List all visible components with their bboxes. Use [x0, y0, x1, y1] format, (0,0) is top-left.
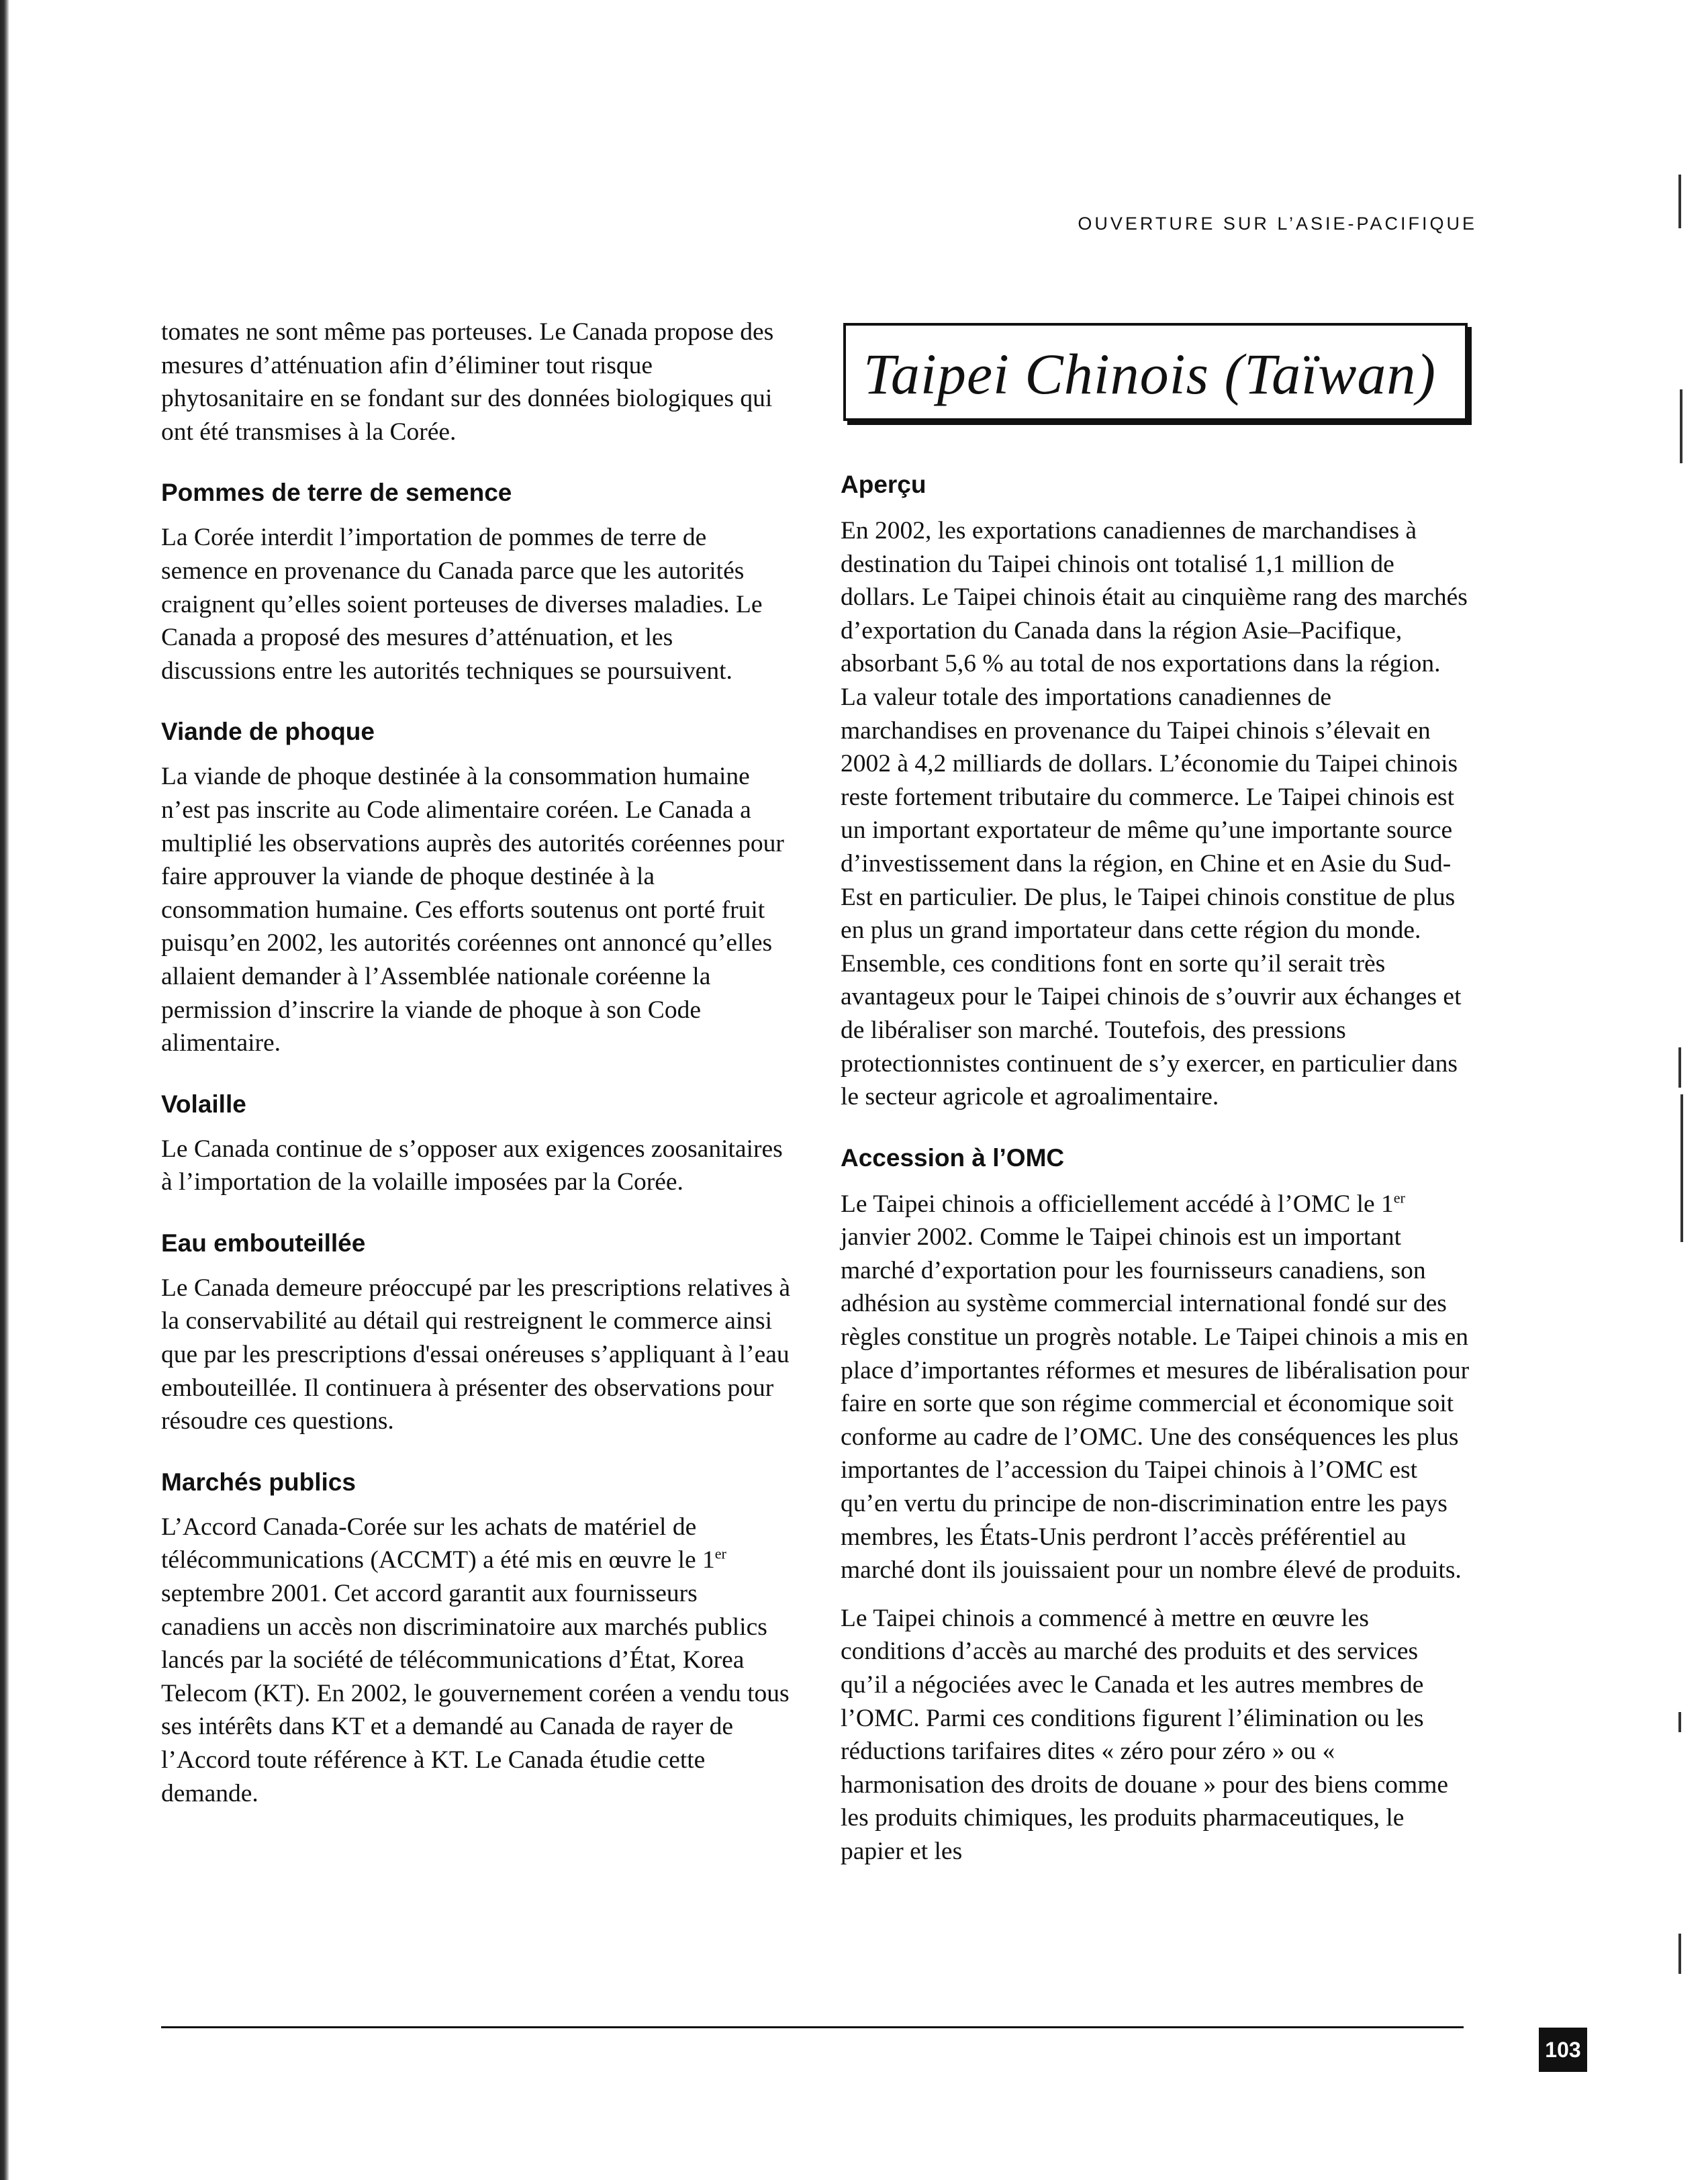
- running-head: OUVERTURE SUR L’ASIE-PACIFIQUE: [1078, 214, 1477, 234]
- left-column: [161, 316, 792, 1810]
- section-body-text: L’Accord Canada-Corée sur les achats de matériel de télécommunications (ACCMT) a été mis en œuvre le 1: [161, 1513, 715, 1574]
- section-heading: Viande de phoque: [161, 718, 375, 746]
- section-body: Le Canada continue de s’opposer aux exigences zoosanitaires à l’importation de la volaille imposées par la Corée.: [161, 1135, 783, 1196]
- section-body: Le Canada demeure préoccupé par les prescriptions relatives à la conservabilité au détail qui restreignent le commerce ainsi que par les prescriptions d'essai onéreuses s’appliquant à l’eau embouteillée. Il continuera à présenter des observations pour résoudre ces questions.: [161, 1274, 791, 1435]
- footer-rule: [161, 2026, 1464, 2028]
- section-body: [161, 1511, 792, 1810]
- section-body-text: Le Taipei chinois a officiellement accédé à l’OMC le 1: [841, 1190, 1394, 1218]
- section-body-text: septembre 2001. Cet accord garantit aux fournisseurs canadiens un accès non discriminatoire aux marchés publics lancés par la société de télécommunications d’État, Korea Telecom (KT). En 2002, le gouvernement coréen a vendu tous ses intérêts dans KT et a demandé au Canada de rayer de l’Accord toute référence à KT. Le Canada étudie cette demande.: [161, 1580, 790, 1807]
- section-heading: Volaille: [161, 1090, 246, 1118]
- ordinal-superscript: er: [714, 1545, 726, 1562]
- scan-edge: [0, 0, 9, 2180]
- country-title-box: [843, 323, 1468, 421]
- section-body: La Corée interdit l’importation de pommes de terre de semence en provenance du Canada parce que les autorités craignent qu’elles soient porteuses de diverses maladies. Le Canada a proposé des mesures d’atténuation, et les discussions entre les autorités techniques se poursuivent.: [161, 524, 763, 685]
- right-column: [841, 470, 1472, 1868]
- section-heading: Accession à l’OMC: [841, 1143, 1065, 1172]
- scan-margin-marks: [1678, 175, 1685, 1987]
- section-body: [841, 1188, 1472, 1587]
- country-title: Taipei Chinois (Taïwan): [863, 342, 1436, 406]
- section-body-text: janvier 2002. Comme le Taipei chinois est un important marché d’exportation pour les fournisseurs canadiens, son adhésion au système commercial international fondé sur des règles constitue un progrès notable. Le Taipei chinois a mis en place d’importantes réformes et mesures de libéralisation pour faire en sorte que son régime commercial et économique soit conforme au cadre de l’OMC. Une des conséquences les plus importantes de l’accession du Taipei chinois à l’OMC est qu’en vertu du principe de non-discrimination entre les pays membres, les États-Unis perdront l’accès préférentiel au marché dont ils jouissaient pour un nombre élevé de produits.: [841, 1223, 1470, 1584]
- section-body: La viande de phoque destinée à la consommation humaine n’est pas inscrite au Code alimentaire coréen. Le Canada a multiplié les observations auprès des autorités coréennes pour faire approuver la viande de phoque destinée à la consommation humaine. Ces efforts soutenus ont porté fruit puisqu’en 2002, les autorités coréennes ont annoncé qu’elles allaient demander à l’Assemblée nationale coréenne la permission d’inscrire la viande de phoque à son Code alimentaire.: [161, 763, 784, 1057]
- section-heading: Pommes de terre de semence: [161, 479, 512, 507]
- page-number: 103: [1539, 2028, 1587, 2072]
- ordinal-superscript: er: [1393, 1189, 1405, 1206]
- section-body: Le Taipei chinois a commencé à mettre en œuvre les conditions d’accès au marché des produits et des services qu’il a négociées avec le Canada et les autres membres de l’OMC. Parmi ces conditions figurent l’élimination ou les réductions tarifaires dites « zéro pour zéro » ou « harmonisation des droits de douane » pour des biens comme les produits chimiques, les produits pharmaceutiques, le papier et les: [841, 1604, 1449, 1865]
- intro-paragraph: tomates ne sont même pas porteuses. Le Canada propose des mesures d’atténuation afin d’éliminer tout risque phytosanitaire en se fondant sur des données biologiques qui ont été transmises à la Corée.: [161, 318, 774, 446]
- section-heading: Marchés publics: [161, 1468, 356, 1496]
- section-heading: Aperçu: [841, 471, 927, 498]
- section-body: En 2002, les exportations canadiennes de marchandises à destination du Taipei chinois ont totalisé 1,1 million de dollars. Le Taipei chinois était au cinquième rang des marchés d’exportation du Canada dans la région Asie–Pacifique, absorbant 5,6 % au total de nos exportations dans la région. La valeur totale des importations canadiennes de marchandises en provenance du Taipei chinois s’élevait en 2002 à 4,2 milliards de dollars. L’économie du Taipei chinois reste fortement tributaire du commerce. Le Taipei chinois est un important exportateur de même qu’une importante source d’investissement dans la région, en Chine et en Asie du Sud-Est en particulier. De plus, le Taipei chinois constitue de plus en plus un grand importateur dans cette région du monde. Ensemble, ces conditions font en sorte qu’il serait très avantageux pour le Taipei chinois de s’ouvrir aux échanges et de libéraliser son marché. Toutefois, des pressions protectionnistes continuent de s’y exercer, en particulier dans le secteur agricole et agroalimentaire.: [841, 517, 1468, 1111]
- section-heading: Eau embouteillée: [161, 1229, 366, 1257]
